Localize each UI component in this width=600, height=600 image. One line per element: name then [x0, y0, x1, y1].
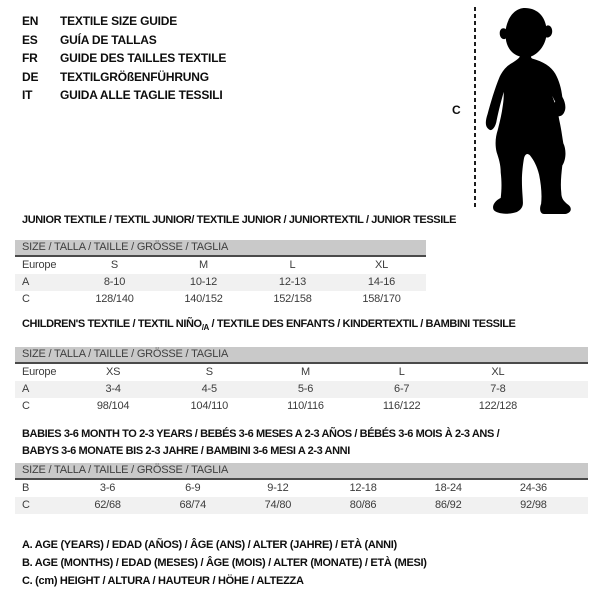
size-cell: 104/110 — [190, 400, 229, 413]
size-cell: 5-6 — [297, 383, 314, 396]
size-cell: 10-12 — [189, 276, 218, 288]
size-cell: M — [199, 259, 208, 271]
table-title-text: BABYS 3-6 MONATE BIS 2-3 JAHRE / BAMBINI 3-6 MESI A 2-3 ANNI — [22, 445, 350, 457]
size-cell: 7-8 — [490, 383, 506, 396]
table-row — [15, 364, 588, 381]
language-row-fr — [22, 49, 226, 68]
height-measure-label: C — [452, 103, 461, 117]
size-cell: 140/152 — [184, 293, 223, 305]
legend-notes — [22, 536, 427, 590]
size-cell: 128/140 — [95, 293, 134, 305]
size-cell: S — [205, 366, 213, 379]
language-title-list — [22, 12, 226, 105]
junior-textile-section — [15, 214, 457, 308]
table-row — [15, 257, 426, 274]
childrens-textile-section — [15, 318, 588, 415]
size-cell: 18-24 — [434, 482, 462, 494]
table-title-text: JUNIOR TEXTILE / TEXTIL JUNIOR/ TEXTILE JUNIOR / JUNIORTEXTIL / JUNIOR TESSILE — [22, 214, 457, 226]
size-cell: 8-10 — [103, 276, 126, 288]
language-row-de — [22, 68, 226, 87]
table-rows — [15, 480, 588, 514]
language-code: DE — [22, 69, 39, 84]
size-cell: 158/170 — [362, 293, 401, 305]
table-row — [15, 497, 588, 514]
note-age-months: B. AGE (MONTHS) / EDAD (MESES) / ÂGE (MOIS) / ALTER (MONATE) / ETÀ (MESI) — [22, 557, 427, 569]
row-label: B — [22, 482, 30, 494]
table-title-text: BABIES 3-6 MONTH TO 2-3 YEARS / BEBÉS 3-6 MESES A 2-3 AÑOS / BÉBÉS 3-6 MOIS À 2-3 ANS / — [22, 428, 500, 440]
size-cell: 14-16 — [367, 276, 396, 288]
size-header-bar: SIZE / TALLA / TAILLE / GRÖSSE / TAGLIA — [15, 463, 588, 480]
size-cell: M — [301, 366, 310, 379]
size-cell: 12-13 — [278, 276, 307, 288]
size-cell: 24-36 — [519, 482, 547, 494]
language-code: ES — [22, 32, 38, 47]
height-measure-dashed-line — [474, 7, 476, 208]
language-title: TEXTILE SIZE GUIDE — [60, 14, 178, 28]
row-label: Europe — [22, 259, 57, 271]
size-cell: 4-5 — [201, 383, 217, 396]
table-title-text: CHILDREN'S TEXTILE / TEXTIL NIÑO — [22, 318, 202, 330]
size-cell: 80/86 — [349, 499, 377, 511]
note-height-cm: C. (cm) HEIGHT / ALTURA / HAUTEUR / HÖHE / ALTEZZA — [22, 575, 304, 587]
size-cell: 92/98 — [520, 499, 547, 511]
size-table — [15, 463, 588, 514]
table-row — [15, 381, 588, 398]
size-cell: 12-18 — [349, 482, 377, 494]
toddler-silhouette-icon — [479, 5, 581, 217]
table-title-text: / TEXTILE DES ENFANTS / KINDERTEXTIL / BAMBINI TESSILE — [208, 318, 516, 330]
language-title: GUIDE DES TAILLES TEXTILE — [60, 51, 227, 65]
table-row — [15, 274, 426, 291]
babies-textile-section — [15, 426, 588, 514]
row-label: A — [22, 383, 30, 396]
size-table — [15, 240, 426, 308]
table-title-text: /A — [201, 323, 209, 333]
size-cell: 116/122 — [382, 400, 421, 413]
size-cell: 3-6 — [99, 482, 116, 494]
table-row — [15, 398, 588, 415]
row-label: Europe — [22, 366, 57, 379]
size-header-bar: SIZE / TALLA / TAILLE / GRÖSSE / TAGLIA — [15, 240, 426, 257]
size-cell: 3-4 — [105, 383, 121, 396]
language-row-it — [22, 86, 226, 105]
table-rows — [15, 257, 426, 308]
row-label: A — [22, 276, 30, 288]
note-age-years: A. AGE (YEARS) / EDAD (AÑOS) / ÂGE (ANS) / ALTER (JAHRE) / ETÀ (ANNI) — [22, 539, 397, 551]
table-title — [15, 214, 457, 227]
size-cell: 74/80 — [264, 499, 292, 511]
language-code: EN — [22, 14, 39, 28]
size-table — [15, 347, 588, 415]
size-cell: 6-7 — [394, 383, 410, 396]
size-cell: XS — [105, 366, 121, 379]
size-cell: S — [110, 259, 119, 271]
size-cell: XL — [374, 259, 389, 271]
size-cell: 6-9 — [185, 482, 201, 494]
language-title: GUÍA DE TALLAS — [60, 32, 157, 47]
table-title — [15, 318, 588, 334]
table-row — [15, 291, 426, 308]
size-cell: 110/116 — [287, 400, 324, 413]
language-title: GUIDA ALLE TAGLIE TESSILI — [60, 88, 223, 102]
size-cell: 98/104 — [96, 400, 130, 413]
table-title — [15, 426, 588, 460]
table-rows — [15, 364, 588, 415]
row-label: C — [22, 499, 30, 511]
size-cell: 62/68 — [94, 499, 121, 511]
size-cell: L — [398, 366, 405, 379]
language-row-en — [22, 12, 226, 31]
size-cell: 9-12 — [267, 482, 289, 494]
language-code: FR — [22, 51, 38, 65]
table-row — [15, 480, 588, 497]
size-cell: XL — [491, 366, 505, 379]
size-header-bar: SIZE / TALLA / TAILLE / GRÖSSE / TAGLIA — [15, 347, 588, 364]
language-title: TEXTILGRÖßENFÜHRUNG — [60, 69, 209, 84]
size-cell: L — [289, 259, 296, 271]
size-cell: 86/92 — [434, 499, 462, 511]
language-code: IT — [22, 88, 33, 102]
size-cell: 68/74 — [179, 499, 206, 511]
size-cell: 152/158 — [273, 293, 312, 305]
row-label: C — [22, 400, 30, 413]
language-row-es — [22, 31, 226, 50]
row-label: C — [22, 293, 30, 305]
size-cell: 122/128 — [478, 400, 518, 413]
